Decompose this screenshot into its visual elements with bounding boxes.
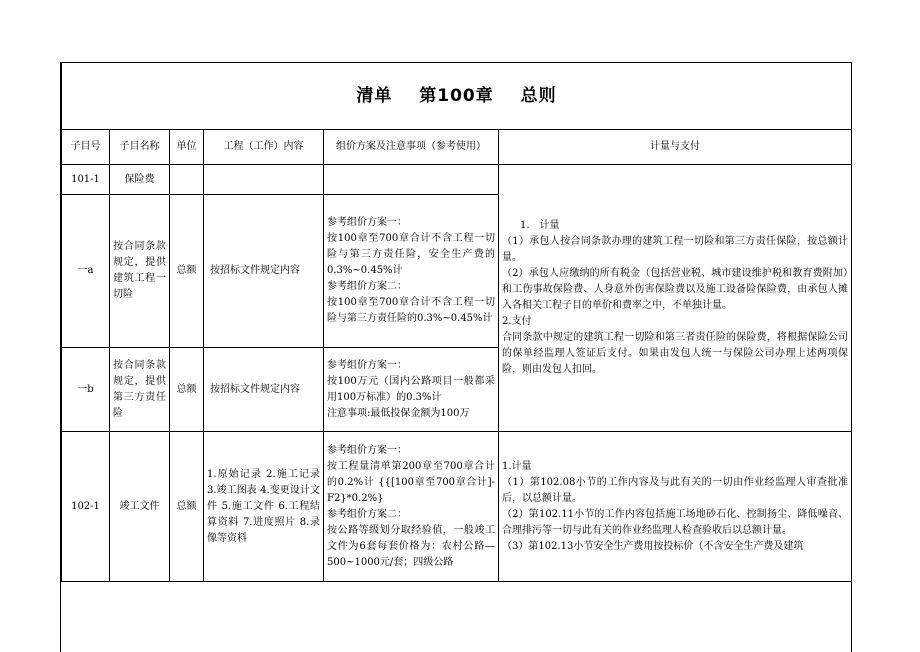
item-plan: [324, 165, 499, 195]
plan-line: 参考组价方案一：: [327, 359, 407, 371]
item-name: 按合同条款规定，提供第三方责任险: [110, 348, 170, 432]
item-unit: 总额: [170, 348, 204, 432]
table-row: [62, 165, 852, 195]
item-content: 按招标文件规定内容: [204, 348, 324, 432]
plan-line: 注意事项:最低投保金额为100万: [327, 407, 470, 419]
plan-line: 参考组价方案一：: [327, 217, 407, 228]
header-name: 子目名称: [110, 130, 170, 165]
header-plan: 组价方案及注意事项（参考使用）: [324, 130, 499, 165]
content-item: 5.施工文件: [221, 500, 275, 512]
item-content: 按招标文件规定内容: [204, 195, 324, 348]
measure-payment-102: [499, 432, 852, 582]
bill-page: [60, 62, 852, 652]
measure-line: 2.支付: [502, 316, 532, 327]
item-plan: [324, 195, 499, 348]
header-content: 工程（工作）内容: [204, 130, 324, 165]
measure-line: （1）承包人按合同条款办理的建筑工程一切险和第三方责任保险，按总额计量。: [502, 236, 848, 263]
item-name: 竣工文件: [110, 432, 170, 582]
measure-line: （2）承包人应缴纳的所有税金（包括营业税、城市建设维护税和教育费附加）和工伤事故保险费、人身意外伤害保险费以及施工设备险保险费，由承包人摊入各相关工程子目的单价和费率之中，不单独计量。: [502, 268, 848, 311]
plan-line: 参考组价方案二：: [327, 281, 407, 292]
item-plan: [324, 348, 499, 432]
item-code: 102-1: [62, 432, 110, 582]
page-title: [62, 63, 852, 130]
item-code: 一a: [62, 195, 110, 348]
content-item: 6.工程结算资料: [207, 500, 321, 528]
item-plan: [324, 432, 499, 582]
item-unit: [170, 165, 204, 195]
title-part3: 总则: [520, 86, 557, 106]
table-header: [62, 130, 852, 165]
header-measure: 计量与支付: [499, 130, 852, 165]
item-unit: 总额: [170, 195, 204, 348]
item-content: [204, 165, 324, 195]
item-name: 按合同条款规定，提供建筑工程一切险: [110, 195, 170, 348]
header-unit: 单位: [170, 130, 204, 165]
plan-line: 按公路等级划分取经验值，一般竣工文件为6套每套价格为：农村公路—500~1000元/套；四级公路: [327, 524, 495, 568]
plan-line: 按100万元（国内公路项目一般都采用100万标准）的0.3%计: [327, 375, 495, 403]
measure-line: （1）第102.08小节的工作内容及与此有关的一切由作业经监理人审查批准后，以总额计量。: [502, 476, 848, 504]
measure-line: 1.计量: [502, 460, 532, 472]
item-code: 101-1: [62, 165, 110, 195]
measure-line: （3）第102.13小节安全生产费用按投标价（不含安全生产费及建筑: [502, 540, 804, 552]
item-unit: 总额: [170, 432, 204, 582]
table-row: [62, 432, 852, 582]
plan-line: 参考组价方案一：: [327, 444, 407, 456]
title-part2: 第100章: [419, 86, 494, 106]
title-part1: 清单: [356, 86, 393, 106]
header-code: 子目号: [62, 130, 110, 165]
plan-line: 按100章至700章合计不含工程一切险与第三方责任险，安全生产费的0.3%~0.45%计: [327, 233, 495, 276]
content-item: 7.进度照片: [242, 516, 296, 528]
item-name: 保险费: [110, 165, 170, 195]
content-item: 1.原始记录: [207, 468, 262, 480]
plan-line: 按100章至700章合计不含工程一切险与第三方责任险的0.3%~0.45%计: [327, 297, 495, 324]
content-item: 8.录像等资料: [207, 516, 321, 544]
measure-line: （2）第102.11小节的工作内容包括施工场地砂石化、控制扬尘、降低噪音、合理排污等一切与此有关的作业经监理人检查验收后以总额计量。: [502, 508, 848, 536]
item-content: [204, 432, 324, 582]
content-item: 3.竣工图表: [207, 484, 257, 496]
plan-line: 按工程量清单第200章至700章合计的0.2%计 {{[100章至700章合计]-F2}*0.2%}: [327, 460, 495, 504]
measure-line: 合同条款中规定的建筑工程一切险和第三者责任险的保险费，将根据保险公司的保单经监理人签证后支付。如果由发包人统一与保险公司办理上述两项保险，则由发包人扣回。: [502, 332, 848, 375]
item-code: 一b: [62, 348, 110, 432]
content-item: 4.变更设计文件: [207, 484, 320, 512]
bill-table: [61, 63, 852, 582]
content-item: 2.施工记录: [266, 468, 321, 480]
measure-payment-101: [499, 165, 852, 432]
plan-line: 参考组价方案二：: [327, 508, 407, 520]
measure-line: 1. 计量: [520, 220, 560, 231]
